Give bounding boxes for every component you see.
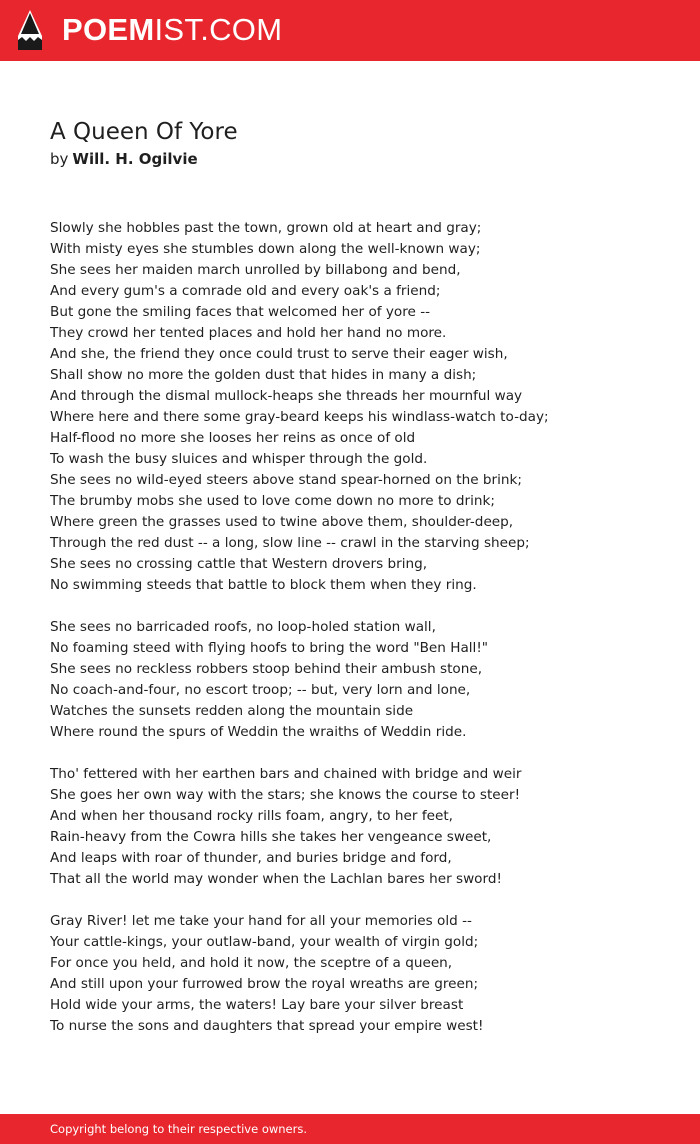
- poem-line: And when her thousand rocky rills foam, angry, to her feet,: [50, 808, 453, 824]
- poem-line: But gone the smiling faces that welcomed her of yore --: [50, 304, 431, 320]
- poem-line: Rain-heavy from the Cowra hills she takes her vengeance sweet,: [50, 829, 492, 845]
- byline: [50, 147, 198, 171]
- poem-line: No swimming steeds that battle to block them when they ring.: [50, 577, 477, 593]
- logo-bold-text: POEM: [62, 12, 155, 47]
- poem-line: Slowly she hobbles past the town, grown old at heart and gray;: [50, 220, 482, 236]
- poem-stanza: [50, 911, 680, 1037]
- poem-line: No foaming steed with flying hoofs to bring the word "Ben Hall!": [50, 640, 489, 656]
- poem-line: She sees no wild-eyed steers above stand spear-horned on the brink;: [50, 472, 522, 488]
- poem-line: She sees her maiden march unrolled by billabong and bend,: [50, 262, 461, 278]
- poem-line: She goes her own way with the stars; she knows the course to steer!: [50, 787, 521, 803]
- poem-line: Watches the sunsets redden along the mountain side: [50, 703, 414, 719]
- author-name: Will. H. Ogilvie: [72, 150, 198, 168]
- poem-line: To wash the busy sluices and whisper through the gold.: [50, 451, 428, 467]
- site-footer: [0, 1114, 700, 1144]
- poem-line: And through the dismal mullock-heaps she threads her mournful way: [50, 388, 523, 404]
- poem-stanza: [50, 617, 680, 743]
- logo-light-text: IST.COM: [154, 12, 283, 47]
- poem-line: She sees no barricaded roofs, no loop-holed station wall,: [50, 619, 436, 635]
- poem-stanza: [50, 218, 680, 596]
- poem-line: The brumby mobs she used to love come down no more to drink;: [50, 493, 495, 509]
- poem-line: Shall show no more the golden dust that hides in many a dish;: [50, 367, 477, 383]
- poem-line: To nurse the sons and daughters that spread your empire west!: [50, 1018, 484, 1034]
- site-header: [0, 0, 700, 61]
- poem-line: Half-flood no more she looses her reins as once of old: [50, 430, 416, 446]
- poem-line: Where here and there some gray-beard keeps his windlass-watch to-day;: [50, 409, 549, 425]
- poem-line: Hold wide your arms, the waters! Lay bare your silver breast: [50, 997, 464, 1013]
- poem-line: That all the world may wonder when the Lachlan bares her sword!: [50, 871, 502, 887]
- poem-line: Where green the grasses used to twine above them, shoulder-deep,: [50, 514, 514, 530]
- poem-line: She sees no crossing cattle that Western drovers bring,: [50, 556, 428, 572]
- poem-line: Where round the spurs of Weddin the wraiths of Weddin ride.: [50, 724, 467, 740]
- poem-line: She sees no reckless robbers stoop behind their ambush stone,: [50, 661, 483, 677]
- poem-body: [50, 218, 680, 1058]
- by-label: by: [50, 150, 69, 168]
- poem-line: And still upon your furrowed brow the royal wreaths are green;: [50, 976, 479, 992]
- poem-line: Gray River! let me take your hand for all your memories old --: [50, 913, 472, 929]
- site-logo[interactable]: [62, 12, 282, 48]
- poem-line: With misty eyes she stumbles down along the well-known way;: [50, 241, 481, 257]
- poem-line: Your cattle-kings, your outlaw-band, your wealth of virgin gold;: [50, 934, 479, 950]
- poem-line: And leaps with roar of thunder, and buries bridge and ford,: [50, 850, 452, 866]
- poem-line: And she, the friend they once could trust to serve their eager wish,: [50, 346, 508, 362]
- copyright-text: Copyright belong to their respective owners.: [50, 1122, 308, 1136]
- poem-line: No coach-and-four, no escort troop; -- but, very lorn and lone,: [50, 682, 471, 698]
- poem-title: A Queen Of Yore: [50, 119, 238, 145]
- poem-line: For once you held, and hold it now, the sceptre of a queen,: [50, 955, 453, 971]
- poem-line: And every gum's a comrade old and every oak's a friend;: [50, 283, 441, 299]
- poem-line: Through the red dust -- a long, slow line -- crawl in the starving sheep;: [50, 535, 530, 551]
- poem-line: Tho' fettered with her earthen bars and chained with bridge and weir: [50, 766, 522, 782]
- poem-line: They crowd her tented places and hold her hand no more.: [50, 325, 447, 341]
- poem-stanza: [50, 764, 680, 890]
- pencil-tip-icon[interactable]: [18, 10, 42, 50]
